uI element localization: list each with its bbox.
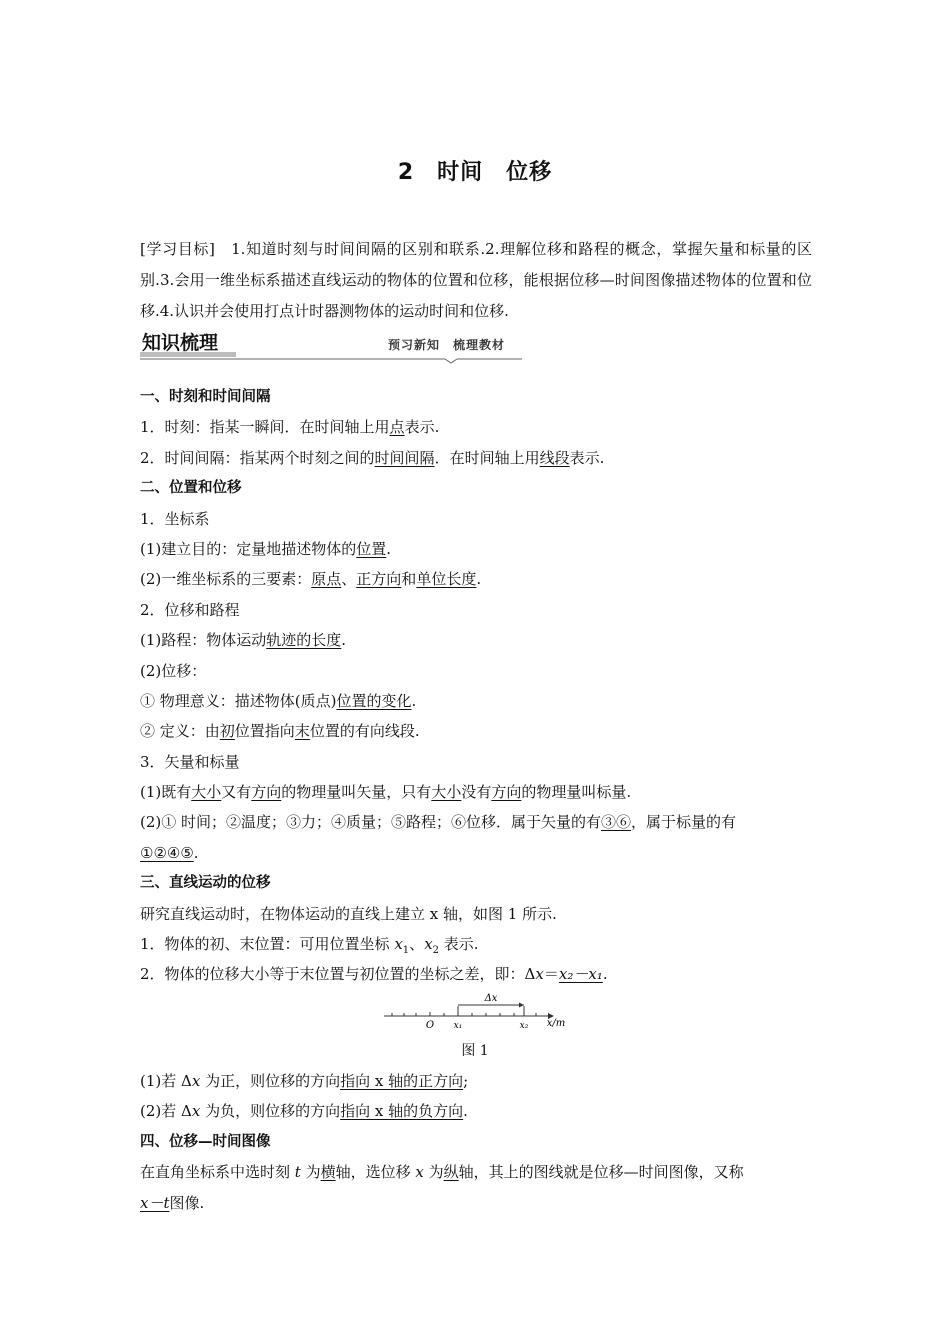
answer: 指向 x 轴的负方向 <box>340 1102 464 1121</box>
line-definition <box>140 716 812 746</box>
answer: 大小 <box>431 783 462 802</box>
line-vector-examples <box>140 807 812 837</box>
text: 和 <box>401 570 417 589</box>
answer: x－t <box>140 1193 170 1212</box>
goal-text: 1.知道时刻与时间间隔的区别和联系.2.理解位移和路程的概念，掌握矢量和标量的区别.3.会用一维坐标系描述直线运动的物体的位置和位移，能根据位移—时间图像描述物体的位置和位移.4.认识并会使用打点计时器测物体的运动时间和位移. <box>140 240 812 320</box>
text: 1．时刻：指某一瞬间．在时间轴上用 <box>140 418 390 437</box>
axis-figure <box>380 988 570 1034</box>
answer: 指向 x 轴的正方向 <box>340 1072 464 1090</box>
text: 为 <box>423 1163 444 1182</box>
line-graph-def <box>140 1157 812 1187</box>
answer: 横 <box>320 1163 336 1182</box>
figure-caption: 图 1 <box>461 1043 489 1059</box>
text: 表示. <box>439 935 479 954</box>
line-positive <box>140 1066 812 1096</box>
section-4-heading: 四、位移—时间图像 <box>140 1133 271 1150</box>
answer: 单位长度 <box>416 570 477 589</box>
answer: x₂－x₁ <box>558 965 603 984</box>
text: (1)路程：物体运动 <box>140 631 267 650</box>
line-vector-def <box>140 777 812 807</box>
answer: 原点 <box>311 570 342 589</box>
line-displacement-path: 2．位移和路程 <box>140 600 240 619</box>
line-linear-intro: 研究直线运动时，在物体运动的直线上建立 x 轴，如图 1 所示. <box>140 904 557 923</box>
text: 轴，其上的图线就是位移—时间图像，又称 <box>458 1163 744 1182</box>
text: 轴，选位移 <box>335 1163 416 1182</box>
answer: 轨迹的长度 <box>266 631 342 650</box>
text: 、 <box>341 570 357 589</box>
answer: 时间间隔 <box>374 448 435 467</box>
answer: ③⑥ <box>601 813 632 832</box>
text: 在直角坐标系中选时刻 <box>140 1163 295 1182</box>
text: 2．时间间隔：指某两个时刻之间的 <box>140 448 375 467</box>
line-physical-meaning <box>140 686 812 716</box>
page-title: 2 时间 位移 <box>397 160 553 185</box>
text: 表示. <box>569 448 605 467</box>
origin-label: O <box>425 1020 435 1031</box>
section-2-heading: 二、位置和位移 <box>140 480 242 497</box>
text: 的物理量叫矢量，只有 <box>281 783 432 802</box>
line-interval <box>140 443 812 473</box>
text: 又有 <box>221 783 252 802</box>
text: 位置指向 <box>234 722 295 741</box>
text: 、 <box>409 935 425 954</box>
var: x <box>415 1163 424 1182</box>
section-body <box>140 382 812 990</box>
line-coord-system: 1．坐标系 <box>140 509 210 528</box>
text: ＝ <box>543 965 559 984</box>
text: 为 <box>300 1163 321 1182</box>
text: ① 物理意义：描述物体(质点) <box>140 691 337 710</box>
text: . <box>476 570 482 589</box>
text: 没有 <box>461 783 492 802</box>
text: ．在时间轴上用 <box>434 448 540 467</box>
knowledge-header <box>140 328 522 364</box>
line-graph-name <box>140 1188 812 1218</box>
answer: 线段 <box>539 448 570 467</box>
var: x <box>191 1072 201 1090</box>
x2-label: x₂ <box>519 1021 529 1031</box>
section-3-heading: 三、直线运动的位移 <box>140 875 271 892</box>
line-coord-purpose <box>140 534 812 564</box>
text: 为正，则位移的方向 <box>200 1072 341 1090</box>
var: x <box>424 935 433 954</box>
line-moment <box>140 412 812 442</box>
text: (2)一维坐标系的三要素： <box>140 570 312 589</box>
text: (1)建立目的：定量地描述物体的 <box>140 539 357 558</box>
knowledge-subtitle: 预习新知 梳理教材 <box>388 338 506 352</box>
answer: 纵 <box>443 1163 459 1182</box>
text: ② 定义：由 <box>140 722 220 741</box>
text: ; <box>463 1072 469 1090</box>
text: 图像. <box>169 1193 205 1212</box>
var: x <box>394 935 403 954</box>
var: x <box>535 965 544 984</box>
line-coord-elements <box>140 564 812 594</box>
line-scalar-examples <box>140 838 812 868</box>
text: . <box>411 691 417 710</box>
text: . <box>602 965 608 984</box>
text: (2)若 Δ <box>140 1102 192 1121</box>
knowledge-title: 知识梳理 <box>142 332 219 354</box>
learning-goals <box>140 234 812 327</box>
answer: 正方向 <box>356 570 402 589</box>
line-displacement-formula <box>140 959 812 989</box>
answer: 初 <box>219 722 235 741</box>
section-1-heading: 一、时刻和时间间隔 <box>140 389 271 405</box>
goal-label: [学习目标] <box>140 240 215 258</box>
text: . <box>386 539 392 558</box>
delta-label: Δx <box>484 993 498 1004</box>
answer: ①②④⑤ <box>140 843 194 862</box>
line-vector-scalar: 3．矢量和标量 <box>140 752 240 771</box>
text: (1)若 Δ <box>140 1072 192 1090</box>
sub: 2 <box>432 945 440 957</box>
answer: 位置的变化 <box>336 691 412 710</box>
text: . <box>193 843 199 862</box>
text: 的物理量叫标量. <box>521 783 632 802</box>
answer: 方向 <box>251 783 282 802</box>
axis-unit-label: x/m <box>546 1018 566 1029</box>
answer: 大小 <box>191 783 222 802</box>
line-path <box>140 625 812 655</box>
text: . <box>463 1102 468 1121</box>
text: (2)① 时间；②温度；③力；④质量；⑤路程；⑥位移．属于矢量的有 <box>140 813 602 832</box>
text: 表示. <box>404 418 440 437</box>
answer: 方向 <box>491 783 522 802</box>
text: 1．物体的初、末位置：可用位置坐标 <box>140 935 395 954</box>
var: x <box>191 1102 201 1121</box>
text: (1)既有 <box>140 783 192 802</box>
lower-section <box>140 1066 812 1218</box>
answer: 点 <box>389 418 405 437</box>
text: . <box>341 631 347 650</box>
text: ，属于标量的有 <box>631 813 737 832</box>
answer: 位置 <box>356 539 387 558</box>
text: 2．物体的位移大小等于末位置与初位置的坐标之差，即：Δ <box>140 965 536 984</box>
text: 位置的有向线段. <box>309 722 420 741</box>
var: t <box>294 1163 301 1182</box>
sub: 1 <box>402 945 410 957</box>
line-positions <box>140 929 812 959</box>
answer: 末 <box>294 722 310 741</box>
x1-label: x₁ <box>453 1021 463 1031</box>
text: 为负，则位移的方向 <box>200 1102 341 1121</box>
line-negative <box>140 1096 812 1126</box>
line-displacement: (2)位移： <box>140 661 207 680</box>
